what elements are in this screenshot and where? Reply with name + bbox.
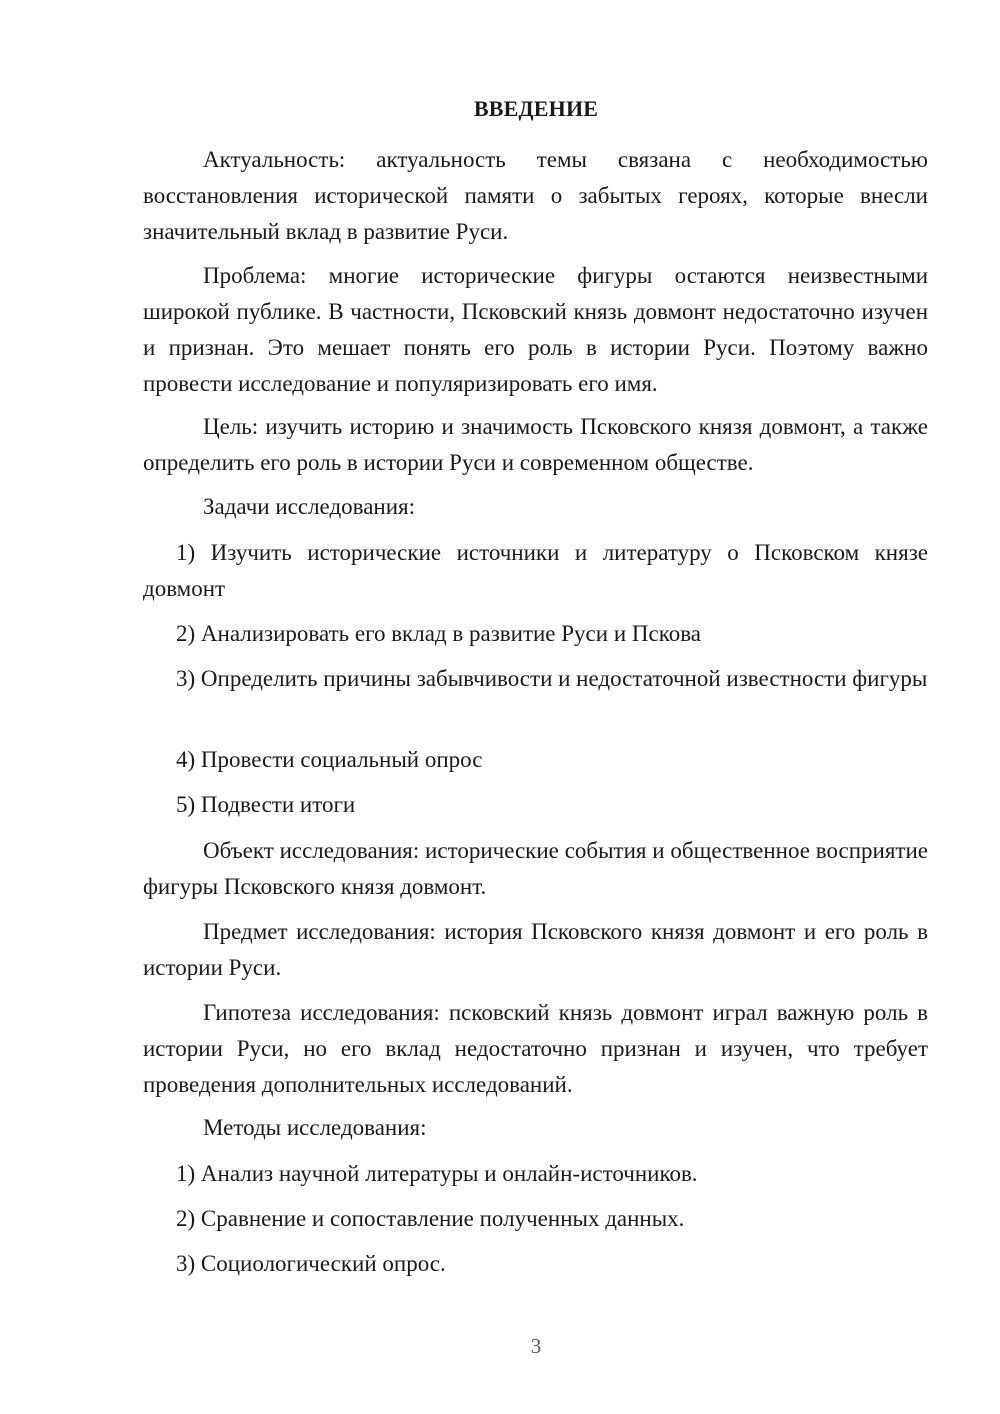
list-item-task-1: 1) Изучить исторические источники и литературу о Псковском князе довмонт (143, 540, 928, 601)
paragraph-problem: Проблема: многие исторические фигуры остаются неизвестными широкой публике. В частности, Псковский князь довмонт недостаточно изучен и признан. Это мешает понять его роль в истории Руси. Поэтому важно провести исследование и популяризировать его имя. (143, 263, 928, 396)
paragraph-goal: Цель: изучить историю и значимость Псковского князя довмонт, а также определить его роль в истории Руси и современном обществе. (143, 414, 928, 475)
list-item-method-2: 2) Сравнение и сопоставление полученных данных. (176, 1206, 685, 1231)
paragraph-methods-heading: Методы исследования: (203, 1115, 427, 1140)
list-item-task-2: 2) Анализировать его вклад в развитие Руси и Пскова (176, 621, 701, 646)
paragraph-relevance: Актуальность: актуальность темы связана с необходимостью восстановления исторической памяти о забытых героях, которые внесли значительный вклад в развитие Руси. (143, 147, 928, 244)
list-item-method-1: 1) Анализ научной литературы и онлайн-источников. (176, 1161, 698, 1186)
page-title: ВВЕДЕНИЕ (473, 96, 599, 121)
paragraph-object: Объект исследования: исторические события и общественное восприятие фигуры Псковского князя довмонт. (143, 838, 928, 899)
list-item-task-3: 3) Определить причины забывчивости и недостаточной известности фигуры (176, 666, 928, 691)
paragraph-hypothesis: Гипотеза исследования: псковский князь довмонт играл важную роль в истории Руси, но его вклад недостаточно признан и изучен, что требует проведения дополнительных исследований. (143, 1000, 928, 1097)
paragraph-subject: Предмет исследования: история Псковского князя довмонт и его роль в истории Руси. (143, 919, 928, 980)
list-item-method-3: 3) Социологический опрос. (176, 1251, 446, 1276)
list-item-task-4: 4) Провести социальный опрос (176, 747, 483, 772)
list-item-task-5: 5) Подвести итоги (176, 792, 356, 817)
paragraph-tasks-heading: Задачи исследования: (203, 494, 416, 519)
page-number: 3 (530, 1334, 542, 1358)
